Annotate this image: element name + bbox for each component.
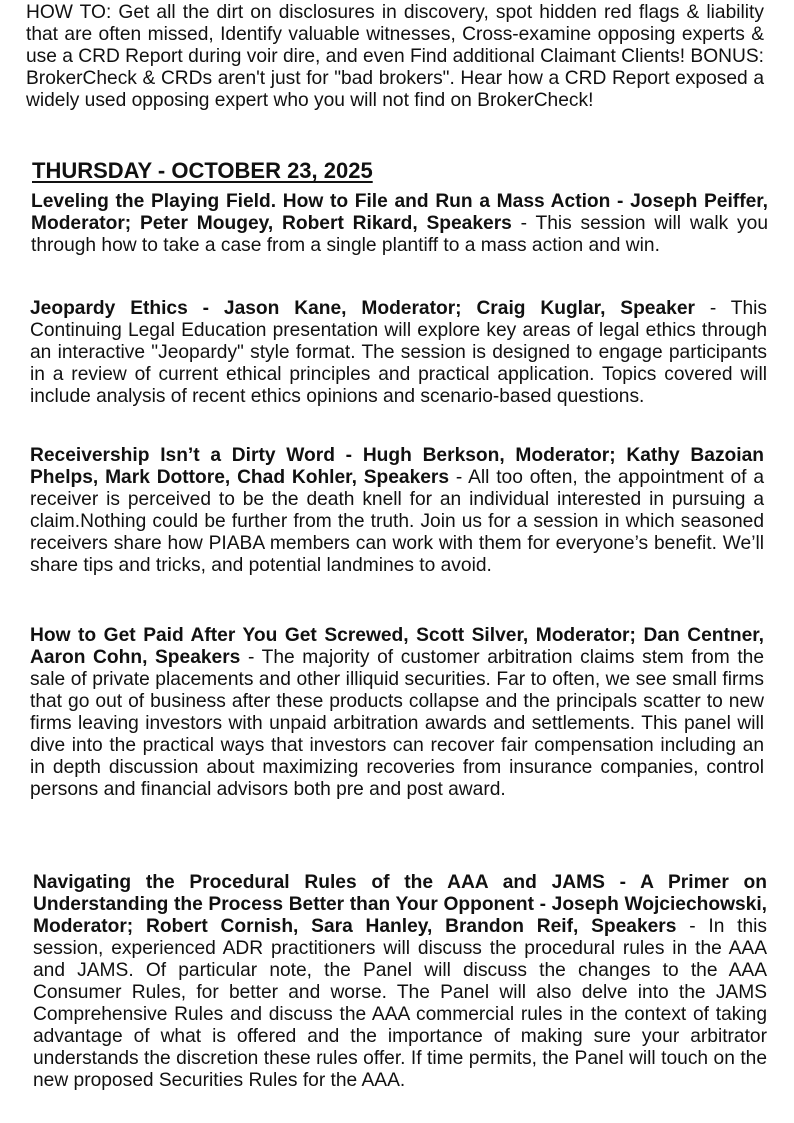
- session-description: - The majority of customer arbitration claims stem from the sale of private placements and other illiquid securities. Far to often, we see small firms that go out of business after these products collapse and the principals scatter to new firms leaving investors with unpaid arbitration awards and settlements. This panel will dive into the practical ways that investors can recover fair compensation including an in depth discussion about maximizing recoveries from insurance companies, control persons and financial advisors both pre and post award.: [30, 647, 764, 800]
- session-description: - This session will walk you through how to take a case from a single plantiff to a mass action and win.: [31, 213, 768, 256]
- intro-paragraph: HOW TO: Get all the dirt on disclosures in discovery, spot hidden red flags & liability that are often missed, Identify valuable witnesses, Cross-examine opposing experts & use a CRD Report during voir dire, and even Find additional Claimant Clients! BONUS: BrokerCheck & CRDs aren't just for "bad brokers". Hear how a CRD Report exposed a widely used opposing expert who you will not find on BrokerCheck!: [26, 2, 764, 111]
- session-title: Navigating the Procedural Rules of the AAA and JAMS - A Primer on Understanding the Process Better than Your Opponent - Joseph Wojciechowski, Moderator; Robert Cornish, Sara Hanley, Brandon Reif, Speakers: [33, 872, 767, 937]
- session-title: Leveling the Playing Field. How to File and Run a Mass Action - Joseph Peiffer, Moderator; Peter Mougey, Robert Rikard, Speakers: [31, 191, 768, 234]
- session-description: - All too often, the appointment of a receiver is perceived to be the death knell for an individual interested in pursuing a claim.Nothing could be further from the truth. Join us for a session in which seasoned receivers share how PIABA members can work with them for everyone’s benefit. We’ll share tips and tricks, and potential landmines to avoid.: [30, 467, 764, 576]
- session-title: How to Get Paid After You Get Screwed, Scott Silver, Moderator; Dan Centner, Aaron Cohn, Speakers: [30, 625, 764, 668]
- session-item: [33, 872, 767, 1092]
- day-heading: THURSDAY - OCTOBER 23, 2025: [32, 158, 373, 183]
- session-title: Jeopardy Ethics - Jason Kane, Moderator; Craig Kuglar, Speaker: [30, 298, 695, 319]
- session-description: - This Continuing Legal Education presentation will explore key areas of legal ethics through an interactive "Jeopardy" style format. The session is designed to engage participants in a review of current ethical principles and practical application. Topics covered will include analysis of recent ethics opinions and scenario-based questions.: [30, 298, 768, 407]
- session-item: [30, 625, 764, 801]
- session-description: - In this session, experienced ADR practitioners will discuss the procedural rules in the AAA and JAMS. Of particular note, the Panel will discuss the changes to the AAA Consumer Rules, for better and worse. The Panel will also delve into the JAMS Comprehensive Rules and discuss the AAA commercial rules in the context of taking advantage of what is offered and the importance of making sure your arbitrator understands the discretion these rules offer. If time permits, the Panel will touch on the new proposed Securities Rules for the AAA.: [33, 916, 767, 1091]
- session-item: [31, 191, 768, 257]
- session-title: Receivership Isn’t a Dirty Word - Hugh Berkson, Moderator; Kathy Bazoian Phelps, Mark Dottore, Chad Kohler, Speakers: [30, 445, 764, 488]
- session-item: [30, 298, 767, 408]
- session-item: [30, 445, 764, 577]
